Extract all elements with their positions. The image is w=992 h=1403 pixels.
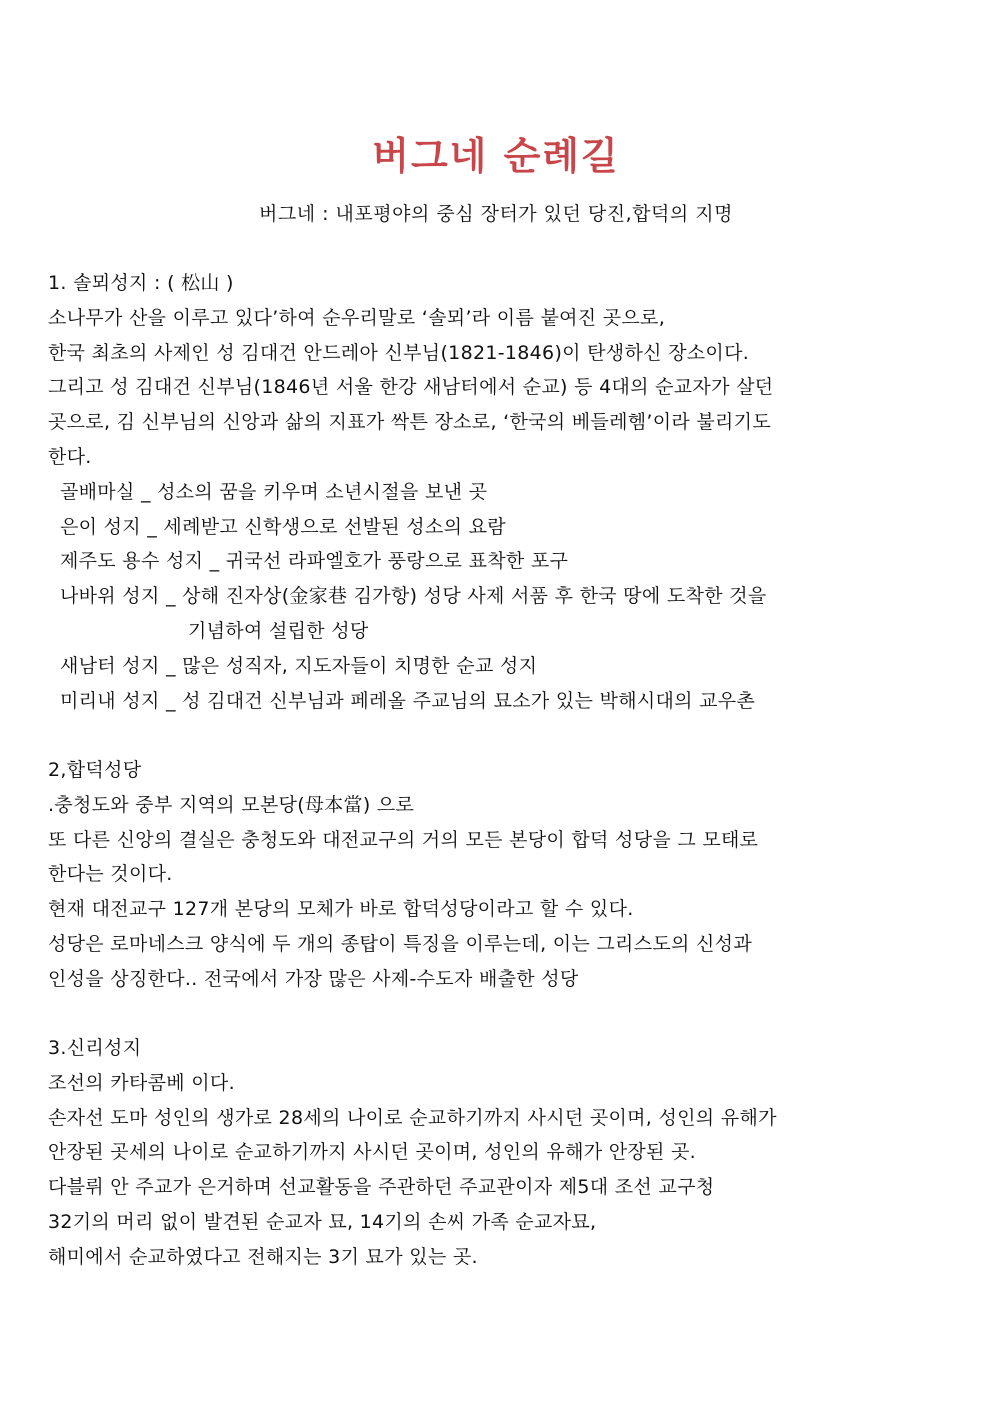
section-hapdeok xyxy=(48,753,948,997)
paragraph-line: 32기의 머리 없이 발견된 순교자 묘, 14기의 손씨 가족 순교자묘, xyxy=(48,1210,597,1233)
paragraph-line: 손자선 도마 성인의 생가로 28세의 나이로 순교하기까지 사시던 곳이며, 성인의 유해가 xyxy=(48,1106,777,1129)
section-heading: 2,합덕성당 xyxy=(48,759,142,781)
paragraph-line: 한다. xyxy=(48,445,92,468)
paragraph-line: 조선의 카타콤베 이다. xyxy=(48,1071,235,1094)
section-heading: 3.신리성지 xyxy=(48,1037,142,1059)
section-sinri xyxy=(48,1031,948,1275)
list-item-continuation: 기념하여 설립한 성당 xyxy=(188,619,369,642)
paragraph-line: 소나무가 산을 이루고 있다’하여 순우리말로 ‘솔뫼’라 이름 붙여진 곳으로, xyxy=(48,306,666,329)
page-subtitle: 버그네 : 내포평야의 중심 장터가 있던 당진,합덕의 지명 xyxy=(258,203,733,225)
list-item: 새남터 성지 _ 많은 성직자, 지도자들이 치명한 순교 성지 xyxy=(60,654,538,677)
paragraph-line: 인성을 상징한다.. 전국에서 가장 많은 사제-수도자 배출한 성당 xyxy=(48,967,579,990)
paragraph-line: 그리고 성 김대건 신부님(1846년 서울 한강 새남터에서 순교) 등 4대의 순교자가 살던 xyxy=(48,376,774,399)
paragraph-line: 또 다른 신앙의 결실은 충청도와 대전교구의 거의 모든 본당이 합덕 성당을 그 모태로 xyxy=(48,828,759,851)
paragraph-line: 안장된 곳세의 나이로 순교하기까지 사시던 곳이며, 성인의 유해가 안장된 곳. xyxy=(48,1141,697,1164)
list-item: 미리내 성지 _ 성 김대건 신부님과 페레올 주교님의 묘소가 있는 박해시대의 교우촌 xyxy=(60,689,756,712)
paragraph-line: 다블뤼 안 주교가 은거하며 선교활동을 주관하던 주교관이자 제5대 조선 교구청 xyxy=(48,1176,715,1199)
section-solmoe xyxy=(48,266,948,718)
paragraph-line: 성당은 로마네스크 양식에 두 개의 종탑이 특징을 이루는데, 이는 그리스도의 신성과 xyxy=(48,932,752,955)
list-item: 골배마실 _ 성소의 꿈을 키우며 소년시절을 보낸 곳 xyxy=(60,480,488,503)
page-title: 버그네 순례길 xyxy=(372,134,620,178)
paragraph-line: 한다는 것이다. xyxy=(48,863,173,886)
list-item: 나바위 성지 _ 상해 진자상(金家巷 김가항) 성당 사제 서품 후 한국 땅에 도착한 것을 xyxy=(60,585,767,608)
paragraph-line: 한국 최초의 사제인 성 김대건 안드레아 신부님(1821-1846)이 탄생하신 장소이다. xyxy=(48,341,750,364)
paragraph-line: 해미에서 순교하였다고 전해지는 3기 묘가 있는 곳. xyxy=(48,1245,478,1268)
list-item: 제주도 용수 성지 _ 귀국선 라파엘호가 풍랑으로 표착한 포구 xyxy=(60,550,569,573)
paragraph-line: 곳으로, 김 신부님의 신앙과 삶의 지표가 싹튼 장소로, ‘한국의 베들레헴’이라 불리기도 xyxy=(48,411,771,434)
list-item: 은이 성지 _ 세례받고 신학생으로 선발된 성소의 요람 xyxy=(60,515,506,538)
section-heading: 1. 솔뫼성지 : ( 松山 ) xyxy=(48,272,234,294)
paragraph-line: 현재 대전교구 127개 본당의 모체가 바로 합덕성당이라고 할 수 있다. xyxy=(48,898,634,921)
paragraph-line: .충청도와 중부 지역의 모본당(母本當) 으로 xyxy=(48,793,415,816)
